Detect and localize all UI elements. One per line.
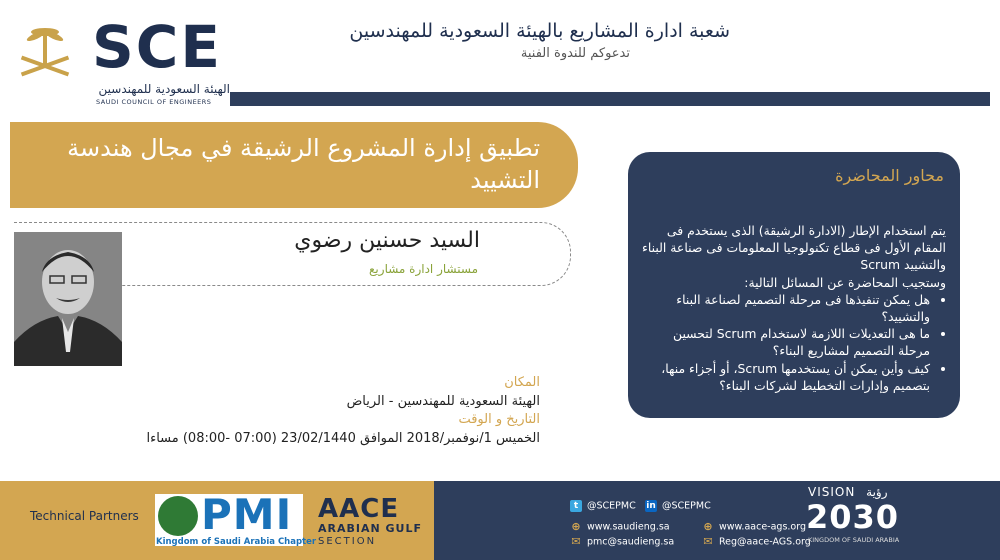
website-link-sce[interactable] bbox=[570, 521, 670, 533]
list-item: • هل يمكن تنفيذها فى مرحلة التصميم لصناعة البناء والتشييد؟ bbox=[640, 291, 930, 325]
ksa-chapter-emblem-icon bbox=[158, 496, 198, 536]
datetime-label: التاريخ و الوقت bbox=[458, 412, 540, 427]
linkedin-link[interactable] bbox=[645, 500, 711, 512]
list-item: • ما هى التعديلات اللازمة لاستخدام Scrum لتحسين مرحلة التصميم لمشاريع البناء؟ bbox=[640, 325, 930, 359]
globe-icon: ⊕ bbox=[571, 520, 581, 533]
venue-value: الهيئة السعودية للمهندسين - الرياض bbox=[346, 394, 540, 409]
topics-lead: وستجيب المحاضرة عن المسائل التالية: bbox=[744, 274, 946, 290]
website-sce: www.saudieng.sa bbox=[587, 521, 670, 533]
pmi-chapter: Kingdom of Saudi Arabia Chapter bbox=[156, 537, 317, 547]
twitter-icon: t bbox=[570, 500, 582, 512]
sce-logo-arabic: الهيئة السعودية للمهندسين bbox=[98, 82, 230, 96]
speaker-role: مستشار ادارة مشاريع bbox=[369, 262, 478, 276]
linkedin-icon: in bbox=[646, 501, 656, 511]
twitter-link[interactable] bbox=[570, 500, 636, 512]
aace-section: SECTION bbox=[318, 536, 377, 547]
header-navy-bar bbox=[230, 92, 990, 106]
topics-heading: محاور المحاضرة bbox=[835, 166, 944, 185]
list-item: • كيف وأين يمكن أن يستخدمها Scrum، أو أجزاء منها، بتصميم وإدارات التخطيط لشركات البناء؟ bbox=[640, 360, 930, 394]
sce-logo-mark: SCE bbox=[92, 13, 222, 81]
email-sce: pmc@saudieng.sa bbox=[587, 536, 675, 548]
vision-year: 2030 bbox=[806, 498, 900, 536]
email-link-sce[interactable] bbox=[570, 536, 674, 548]
twitter-handle: @SCEPMC bbox=[587, 500, 636, 512]
sce-logo-english: SAUDI COUNCIL OF ENGINEERS bbox=[96, 98, 212, 106]
palm-swords-icon bbox=[14, 20, 76, 82]
website-aace: www.aace-ags.org bbox=[719, 521, 806, 533]
email-link-aace[interactable] bbox=[702, 536, 811, 548]
vision-subtitle: KINGDOM OF SAUDI ARABIA bbox=[808, 536, 900, 544]
header-title: شعبة ادارة المشاريع بالهيئة السعودية للمهندسين bbox=[349, 20, 730, 42]
topics-intro: يتم استخدام الإطار (الادارة الرشيقة) الذى يستخدم فى المقام الأول فى قطاع تكنولوجيا المعلومات فى صناعة البناء والتشييد Scrum bbox=[642, 223, 946, 273]
mail-icon: ✉ bbox=[571, 535, 581, 548]
datetime-value: الخميس 1/نوفمبر/2018 الموافق 23/02/1440 (07:00 -08:00) مساءا bbox=[146, 431, 540, 446]
linkedin-handle: @SCEPMC bbox=[662, 500, 711, 512]
website-link-aace[interactable] bbox=[702, 521, 806, 533]
technical-partners-label: Technical Partners bbox=[30, 509, 139, 523]
vision-word: VISION bbox=[808, 485, 856, 499]
header-subtitle: تدعوكم للندوة الفنية bbox=[520, 46, 630, 61]
vision-arabic: رؤية bbox=[866, 485, 888, 499]
venue-label: المكان bbox=[504, 375, 540, 390]
speaker-photo bbox=[14, 232, 122, 366]
vision-2030-logo bbox=[808, 485, 888, 499]
lecture-title: تطبيق إدارة المشروع الرشيقة في مجال هندسة التشييد bbox=[67, 134, 540, 194]
email-aace: Reg@aace-AGS.org bbox=[719, 536, 811, 548]
aace-logo: AACE bbox=[318, 494, 400, 524]
globe-icon: ⊕ bbox=[703, 520, 713, 533]
topics-list bbox=[640, 291, 946, 394]
topics-body bbox=[640, 222, 946, 394]
speaker-name: السيد حسنين رضوي bbox=[294, 228, 480, 253]
pmi-mark: PMI bbox=[201, 490, 293, 539]
mail-icon: ✉ bbox=[703, 535, 713, 548]
aace-region: ARABIAN GULF bbox=[318, 522, 423, 535]
